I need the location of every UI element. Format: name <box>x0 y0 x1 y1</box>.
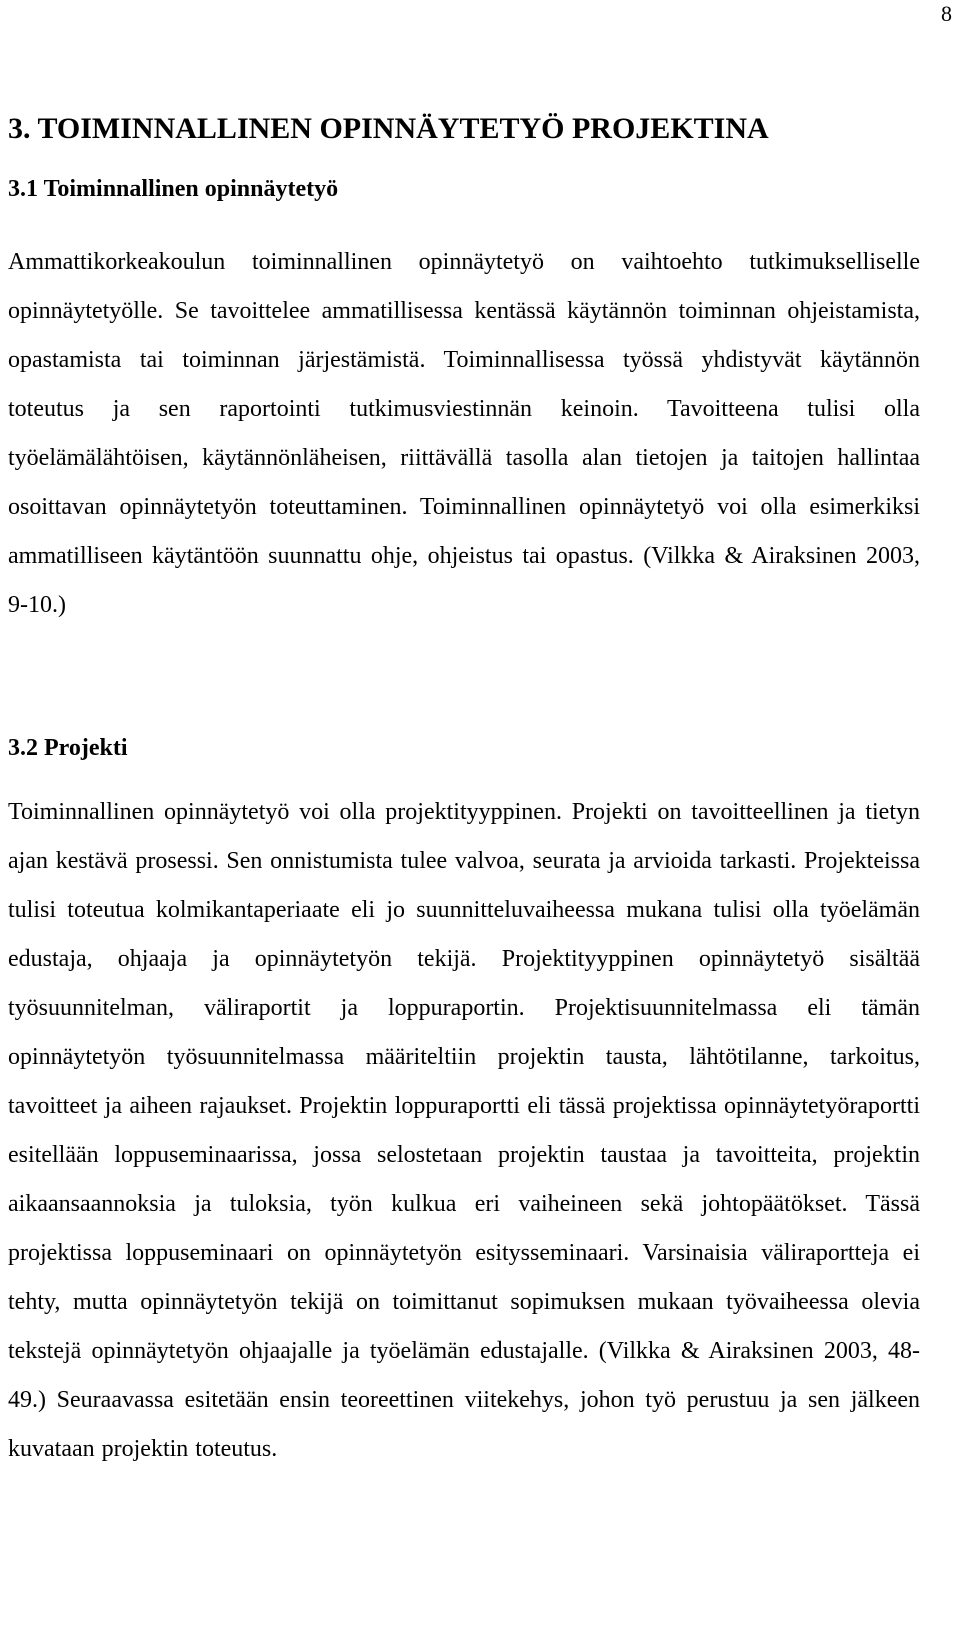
section-heading-3-2: 3.2 Projekti <box>8 735 128 761</box>
chapter-title: 3. TOIMINNALLINEN OPINNÄYTETYÖ PROJEKTINA <box>8 112 769 145</box>
page-number: 8 <box>941 1 952 26</box>
section-3-1-paragraph: Ammattikorkeakoulun toiminnallinen opinnäytetyö on vaihtoehto tutkimukselliselle opinnäytetyölle. Se tavoittelee ammatillisessa kentässä käytännön toiminnan ohjeistamista, opastamista tai toiminnan järjestämistä. Toiminnallisessa työssä yhdistyvät käytännön toteutus ja sen raportointi tutkimusviestinnän keinoin. Tavoitteena tulisi olla työelämälähtöisen, käytännönläheisen, riittävällä tasolla alan tietojen ja taitojen hallintaa osoittavan opinnäytetyön toteuttaminen. Toiminnallinen opinnäytetyö voi olla esimerkiksi ammatilliseen käytäntöön suunnattu ohje, ohjeistus tai opastus. (Vilkka & Airaksinen 2003, 9-10.) <box>8 249 920 618</box>
section-3-2-paragraph: Toiminnallinen opinnäytetyö voi olla projektityyppinen. Projekti on tavoitteellinen ja tietyn ajan kestävä prosessi. Sen onnistumista tulee valvoa, seurata ja arvioida tarkasti. Projekteissa tulisi toteutua kolmikantaperiaate eli jo suunnitteluvaiheessa mukana tulisi olla työelämän edustaja, ohjaaja ja opinnäytetyön tekijä. Projektityyppinen opinnäytetyö sisältää työsuunnitelman, väliraportit ja loppuraportin. Projektisuunnitelmassa eli tämän opinnäytetyön työsuunnitelmassa määriteltiin projektin tausta, lähtötilanne, tarkoitus, tavoitteet ja aiheen rajaukset. Projektin loppuraportti eli tässä projektissa opinnäytetyöraportti esitellään loppuseminaarissa, jossa selostetaan projektin taustaa ja tavoitteita, projektin aikaansaannoksia ja tuloksia, työn kulkua eri vaiheineen sekä johtopäätökset. Tässä projektissa loppuseminaari on opinnäytetyön esitysseminaari. Varsinaisia väliraportteja ei tehty, mutta opinnäytetyön tekijä on toimittanut sopimuksen mukaan työvaiheessa olevia tekstejä opinnäytetyön ohjaajalle ja työelämän edustajalle. (Vilkka & Airaksinen 2003, 48-49.) Seuraavassa esitetään ensin teoreettinen viitekehys, johon työ perustuu ja sen jälkeen kuvataan projektin toteutus. <box>8 799 920 1462</box>
section-heading-3-1: 3.1 Toiminnallinen opinnäytetyö <box>8 176 339 202</box>
